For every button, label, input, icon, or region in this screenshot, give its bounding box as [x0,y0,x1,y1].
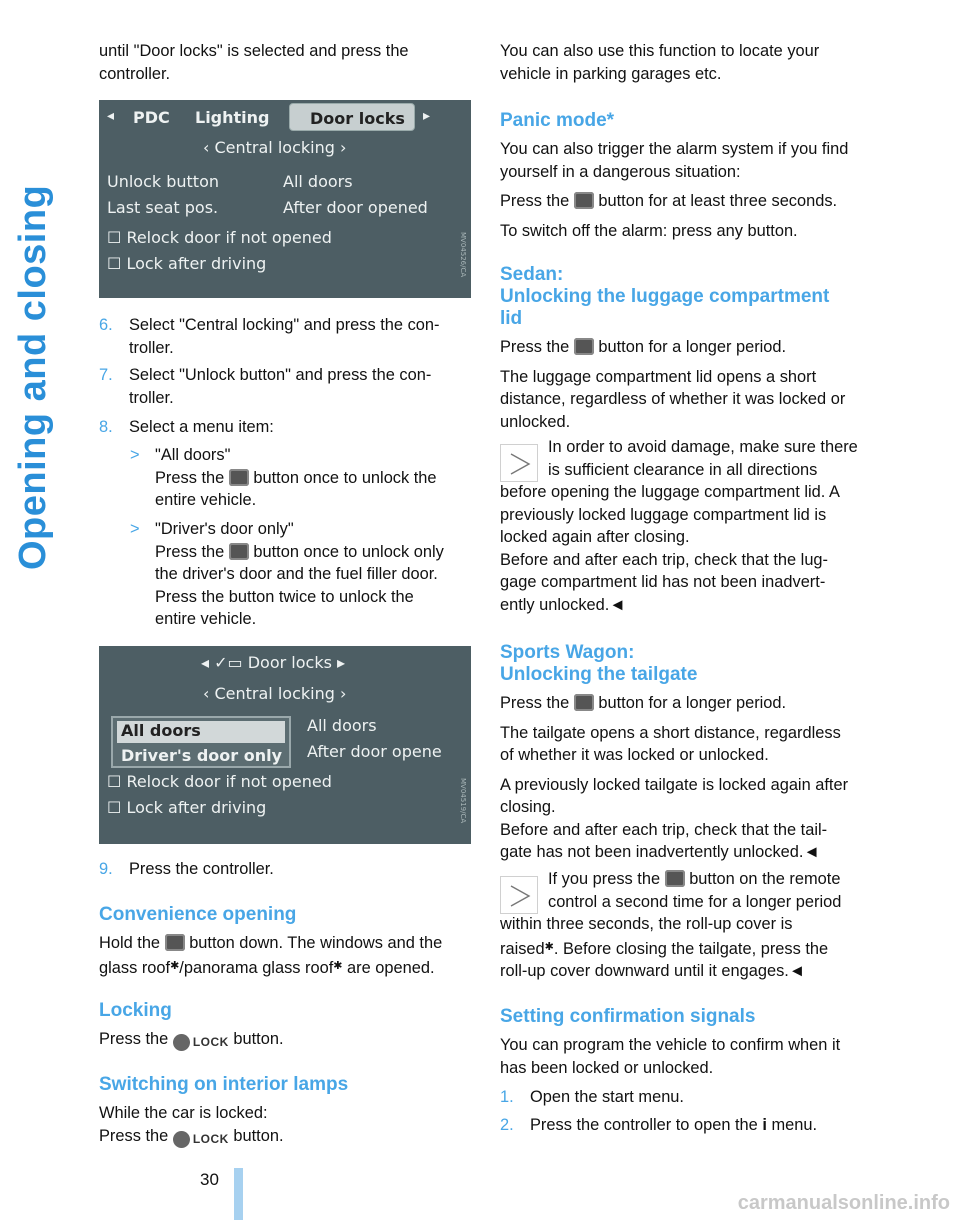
signals-text: You can program the vehicle to confirm when it has been locked or unlocked. 1. Open the start menu. 2. Press the controller to open the i menu. [500,1036,841,1134]
tab-pdc[interactable]: PDC [133,108,170,127]
option-drivers-door[interactable]: Driver's door only [121,746,283,765]
panic-button-icon [574,192,594,209]
idrive-screen-central-locking [99,646,471,844]
checkbox-row[interactable]: ☐ Relock door if not opened [107,228,332,247]
sedan-note: In order to avoid damage, make sure there is sufficient clearance in all directions before opening the luggage compartment lid. A previously locked luggage compartment lid is locked again after closing. Before and after each trip, check that the lug- gage compartment lid has not been inadvert- ently unlocked.◄ [500,438,858,614]
step-7: 7. Select "Unlock button" and press the con- troller. [99,366,432,407]
convenience-text: Hold the button down. The windows and the glass roof✱/panorama glass roof✱ are opened. [99,934,443,977]
step-8: 8. Select a menu item: [99,418,274,436]
intro-line-1: until "Door locks" is selected and press the [99,42,409,60]
sidebar [0,0,60,1220]
lock-button-icon: LOCK [173,1128,229,1151]
heading-interior-lamps: Switching on interior lamps [99,1074,349,1095]
heading-locking: Locking [99,1000,172,1021]
wagon-note: If you press the button on the remote control a second time for a longer period within three seconds, the roll-up cover is raised✱. Before closing the tailgate, press the roll-up cover downward until it engages.◄ [500,870,842,980]
heading-sedan: Sedan: Unlocking the luggage compartment lid [500,264,830,329]
option-all-doors[interactable]: All doors [117,721,285,743]
step-9: 9. Press the controller. [99,860,274,878]
intro-line-2: controller. [99,65,171,83]
step-6: 6. Select "Central locking" and press the con- troller. [99,316,440,357]
trunk-button-icon [665,870,685,887]
unlock-button-icon [229,543,249,560]
heading-convenience-opening: Convenience opening [99,904,297,925]
unlock-button-icon [229,469,249,486]
menu-value[interactable]: All doors [307,716,377,735]
text-line: vehicle in parking garages etc. [500,65,722,83]
screen-title: ◂ ✓▭ Door locks ▸ [201,653,346,672]
chapter-title: Opening and closing [12,184,54,570]
panic-text: You can also trigger the alarm system if you find yourself in a dangerous situation: Press the button for at least three seconds. To switch off the alarm: press any button. [500,140,849,240]
option-popup [111,716,291,768]
menu-row-label[interactable]: Unlock button [107,172,220,191]
figure-code: MV04519/CA [459,778,467,824]
heading-sports-wagon: Sports Wagon: Unlocking the tailgate [500,642,698,685]
idrive-screen-door-locks: ◂ PDC Lighting Door locks ▸ ‹ Central locking › Unlock button All doors Last seat pos. After door opened ☐ Relock door if not opened ☐ Lock after driving MV04526/CA [99,100,471,298]
heading-panic-mode: Panic mode* [500,110,615,131]
heading-confirmation-signals: Setting confirmation signals [500,1006,756,1027]
interior-text: While the car is locked: Press the LOCK button. [99,1102,479,1150]
tab-door-locks[interactable]: Door locks [289,103,415,131]
checkbox-row[interactable]: ☐ Lock after driving [107,798,267,817]
sub-item-drivers-door: > "Driver's door only" Press the button once to unlock only the driver's door and the fuel filler door. Press the button twice to unlock the entire vehicle. [130,520,444,628]
sedan-text: Press the button for a longer period. The luggage compartment lid opens a short distance, regardless of whether it was locked or unlocked. [500,338,846,431]
lock-button-icon: LOCK [173,1031,229,1054]
sub-item-all-doors: > "All doors" Press the button once to unlock the entire vehicle. [130,446,437,509]
info-icon: i [762,1115,767,1134]
menu-value[interactable]: After door opene [307,742,442,761]
watermark: carmanualsonline.info [737,1192,950,1214]
menu-row-label[interactable]: Last seat pos. [107,198,219,217]
tab-lighting[interactable]: Lighting [195,108,270,127]
submenu-title: ‹ Central locking › [203,138,347,157]
locking-text: Press the LOCK button. [99,1028,479,1054]
unlock-button-icon [165,934,185,951]
trunk-button-icon [574,694,594,711]
checkbox-row[interactable]: ☐ Lock after driving [107,254,267,273]
trunk-button-icon [574,338,594,355]
checkbox-row[interactable]: ☐ Relock door if not opened [107,772,332,791]
menu-row-value[interactable]: All doors [283,172,353,191]
menu-row-value[interactable]: After door opened [283,198,428,217]
figure-code: MV04526/CA [459,232,467,278]
text-line: You can also use this function to locate your [500,42,820,60]
submenu-title: ‹ Central locking › [203,684,347,703]
page-number: 30 [200,1170,219,1189]
wagon-text: Press the button for a longer period. The tailgate opens a short distance, regardless of whether it was locked or unlocked. A previously locked tailgate is locked again after closing. Before and after each trip, check that the tail- gate has not been inadvertently unlocked.◄ [500,694,849,861]
page-bar [234,1168,243,1220]
